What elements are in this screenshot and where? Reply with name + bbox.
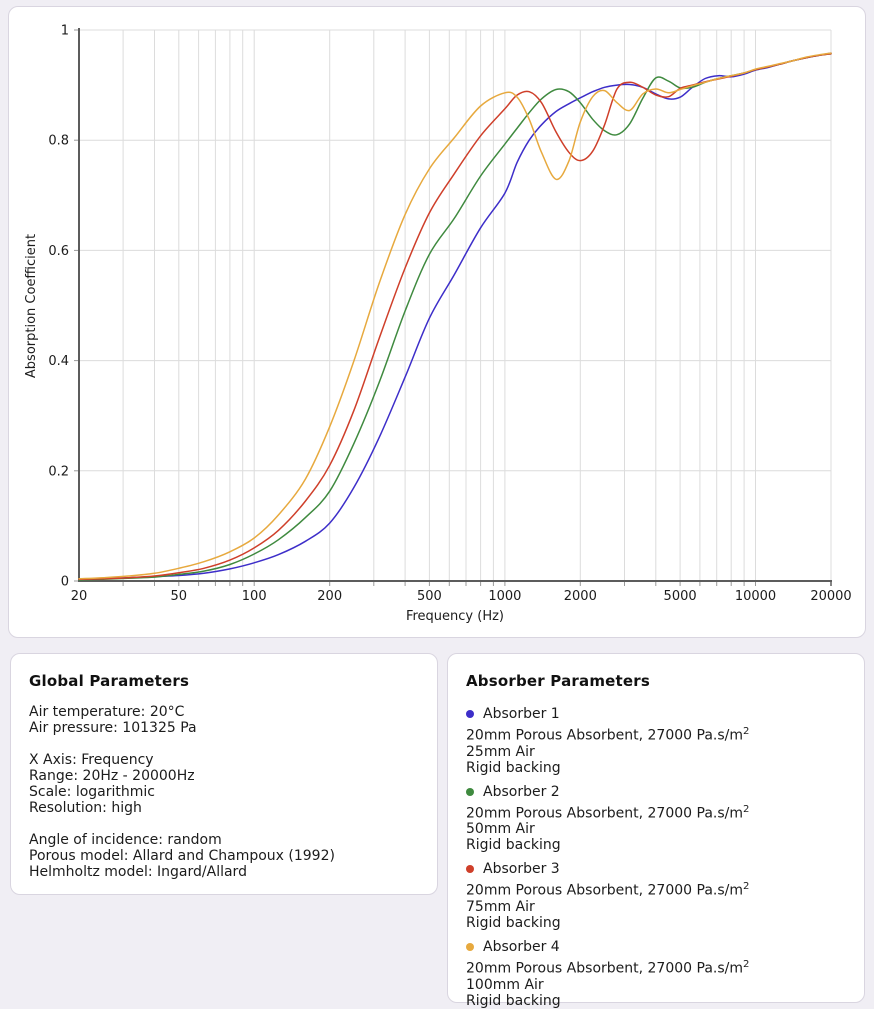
model-parameters-group — [29, 832, 419, 880]
range-value: Range: 20Hz - 20000Hz — [29, 768, 195, 784]
absorber-parameters-panel — [447, 653, 865, 1009]
absorber-2-item — [466, 782, 846, 854]
axis-parameters-group — [29, 752, 419, 816]
absorption-chart-svg — [9, 7, 865, 637]
x-axis-value: X Axis: Frequency — [29, 752, 154, 768]
absorber-1-name: Absorber 1 — [483, 706, 560, 722]
absorption-chart — [9, 7, 865, 641]
absorber-4-backing: Rigid backing — [466, 992, 561, 1009]
absorber-3-bullet-icon — [466, 865, 474, 873]
porous-model-value: Porous model: Allard and Champoux (1992) — [29, 848, 335, 864]
series-curve-absorber-3 — [79, 54, 831, 580]
helmholtz-model-value: Helmholtz model: Ingard/Allard — [29, 864, 247, 880]
series-curve-absorber-2 — [79, 54, 831, 580]
absorber-4-spec: 20mm Porous Absorbent, 27000 $Pa.s/m^2$ — [466, 958, 750, 977]
air-temperature-value: Air temperature: 20°C — [29, 704, 185, 720]
absorber-2-air: 50mm Air — [466, 821, 535, 838]
absorber-4-name: Absorber 4 — [483, 938, 560, 955]
air-pressure-value: Air pressure: 101325 Pa — [29, 720, 197, 736]
x-tick-label: 200 — [317, 589, 343, 604]
absorber-3-spec: 20mm Porous Absorbent, 27000 $Pa.s/m^2$ — [466, 881, 750, 899]
y-tick-label: 0.2 — [48, 464, 69, 480]
x-tick-label: 50 — [170, 589, 188, 604]
x-tick-label: 500 — [416, 589, 442, 604]
absorber-4-air: 100mm Air — [466, 976, 544, 993]
scale-value: Scale: logarithmic — [29, 784, 155, 800]
series-curve-absorber-4 — [79, 53, 831, 579]
series-curve-absorber-1 — [79, 53, 831, 579]
absorber-4-item — [466, 937, 846, 1009]
absorber-3-backing: Rigid backing — [466, 914, 561, 931]
absorber-1-spec: 20mm Porous Absorbent, 27000 $Pa.s/m^2$ — [466, 726, 750, 744]
global-parameters-title: Global Parameters — [29, 672, 190, 690]
absorber-3-name: Absorber 3 — [483, 861, 560, 878]
absorber-1-item — [466, 704, 846, 776]
absorber-1-backing: Rigid backing — [466, 759, 561, 776]
absorber-2-name: Absorber 2 — [483, 783, 560, 800]
absorber-parameters-title: Absorber Parameters — [466, 672, 651, 690]
x-axis-title: Frequency (Hz) — [405, 609, 505, 624]
x-tick-label: 5000 — [663, 589, 697, 604]
y-tick-label: 0.6 — [48, 243, 69, 259]
angle-of-incidence-value: Angle of incidence: random — [29, 832, 222, 848]
y-tick-label: 1 — [60, 23, 69, 39]
x-tick-label: 2000 — [563, 589, 597, 604]
chart-card — [8, 6, 866, 638]
absorber-2-backing: Rigid backing — [466, 837, 561, 854]
absorber-3-air: 75mm Air — [466, 898, 535, 915]
resolution-value: Resolution: high — [29, 800, 142, 816]
y-axis-title: Absorption Coefficient — [24, 233, 39, 379]
y-tick-label: 0.4 — [48, 354, 69, 370]
absorber-2-bullet-icon — [466, 788, 474, 796]
y-tick-label: 0 — [60, 574, 69, 590]
x-tick-label: 10000 — [734, 589, 777, 604]
x-tick-label: 100 — [241, 589, 267, 604]
absorber-1-air: 25mm Air — [466, 743, 535, 760]
absorber-3-item — [466, 859, 846, 931]
air-parameters-group — [29, 704, 419, 736]
x-tick-label: 20 — [70, 589, 88, 604]
y-tick-label: 0.8 — [48, 133, 69, 149]
x-tick-label: 1000 — [488, 589, 522, 604]
absorber-4-bullet-icon — [466, 943, 474, 951]
global-parameters-panel — [10, 653, 438, 895]
absorber-1-bullet-icon — [466, 710, 474, 718]
absorber-2-spec: 20mm Porous Absorbent, 27000 $Pa.s/m^2$ — [466, 803, 750, 822]
x-tick-label: 20000 — [810, 589, 852, 604]
